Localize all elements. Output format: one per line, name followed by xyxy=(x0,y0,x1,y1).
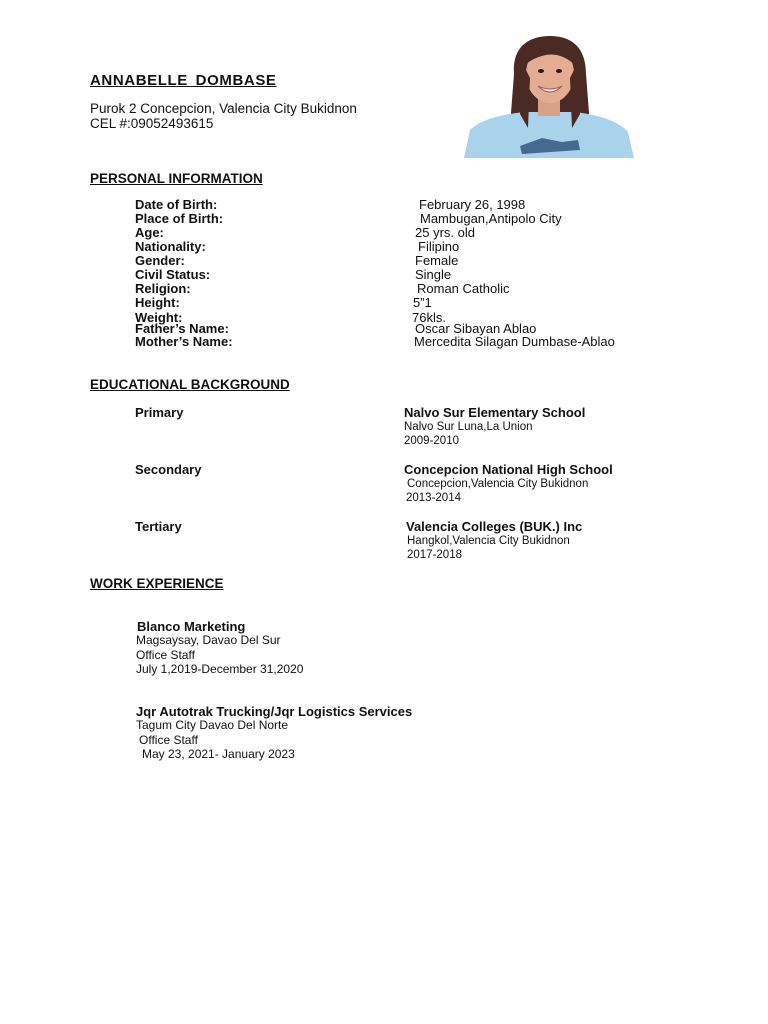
age-label: Age: xyxy=(135,225,164,240)
education-school: Valencia Colleges (BUK.) Inc xyxy=(406,519,583,534)
work-experience-heading: WORK EXPERIENCE xyxy=(90,576,224,591)
education-location: Nalvo Sur Luna,La Union xyxy=(404,421,533,433)
age-value: 25 yrs. old xyxy=(415,225,475,240)
education-school: Nalvo Sur Elementary School xyxy=(404,405,586,420)
mothers-name-label: Mother’s Name: xyxy=(135,334,233,349)
education-level: Primary xyxy=(135,405,184,420)
civil-status-label: Civil Status: xyxy=(135,267,211,282)
date-of-birth-value: February 26, 1998 xyxy=(419,197,526,212)
religion-label: Religion: xyxy=(135,281,191,296)
weight-label: Weight: xyxy=(135,310,183,325)
job-location: Tagum City Davao Del Norte xyxy=(136,718,289,732)
height-label: Height: xyxy=(135,295,180,310)
nationality-label: Nationality: xyxy=(135,239,206,254)
education-location: Hangkol,Valencia City Bukidnon xyxy=(407,535,570,547)
job-company: Jqr Autotrak Trucking/Jqr Logistics Services xyxy=(136,704,413,719)
profile-photo xyxy=(462,34,636,158)
height-value: 5”1 xyxy=(413,295,432,310)
civil-status-value: Single xyxy=(415,267,452,282)
applicant-name: ANNABELLE DOMBASE xyxy=(90,72,277,89)
job-position: Office Staff xyxy=(139,733,198,747)
place-of-birth-label: Place of Birth: xyxy=(135,211,224,226)
education-years: 2009-2010 xyxy=(404,435,459,447)
education-level: Secondary xyxy=(135,462,202,477)
education-level: Tertiary xyxy=(135,519,182,534)
date-of-birth-label: Date of Birth: xyxy=(135,197,218,212)
job-period: May 23, 2021- January 2023 xyxy=(142,747,295,761)
fathers-name-value: Oscar Sibayan Ablao xyxy=(415,321,537,336)
education-school: Concepcion National High School xyxy=(404,462,613,477)
job-position: Office Staff xyxy=(136,648,195,662)
fathers-name-label: Father’s Name: xyxy=(135,321,229,336)
gender-value: Female xyxy=(415,253,459,268)
phone-number: CEL #:09052493615 xyxy=(90,116,214,131)
nationality-value: Filipino xyxy=(418,239,460,254)
place-of-birth-value: Mambugan,Antipolo City xyxy=(420,211,562,226)
weight-value: 76kls. xyxy=(412,310,446,325)
education-location: Concepcion,Valencia City Bukidnon xyxy=(407,478,589,490)
education-years: 2013-2014 xyxy=(406,492,461,504)
personal-information-heading: PERSONAL INFORMATION xyxy=(90,171,263,186)
mothers-name-value: Mercedita Silagan Dumbase-Ablao xyxy=(414,334,615,349)
address: Purok 2 Concepcion, Valencia City Bukidnon xyxy=(90,101,357,116)
job-location: Magsaysay, Davao Del Sur xyxy=(136,633,281,647)
job-period: July 1,2019-December 31,2020 xyxy=(136,662,304,676)
job-company: Blanco Marketing xyxy=(137,619,246,634)
education-years: 2017-2018 xyxy=(407,549,462,561)
gender-label: Gender: xyxy=(135,253,185,268)
educational-background-heading: EDUCATIONAL BACKGROUND xyxy=(90,377,290,392)
religion-value: Roman Catholic xyxy=(417,281,510,296)
